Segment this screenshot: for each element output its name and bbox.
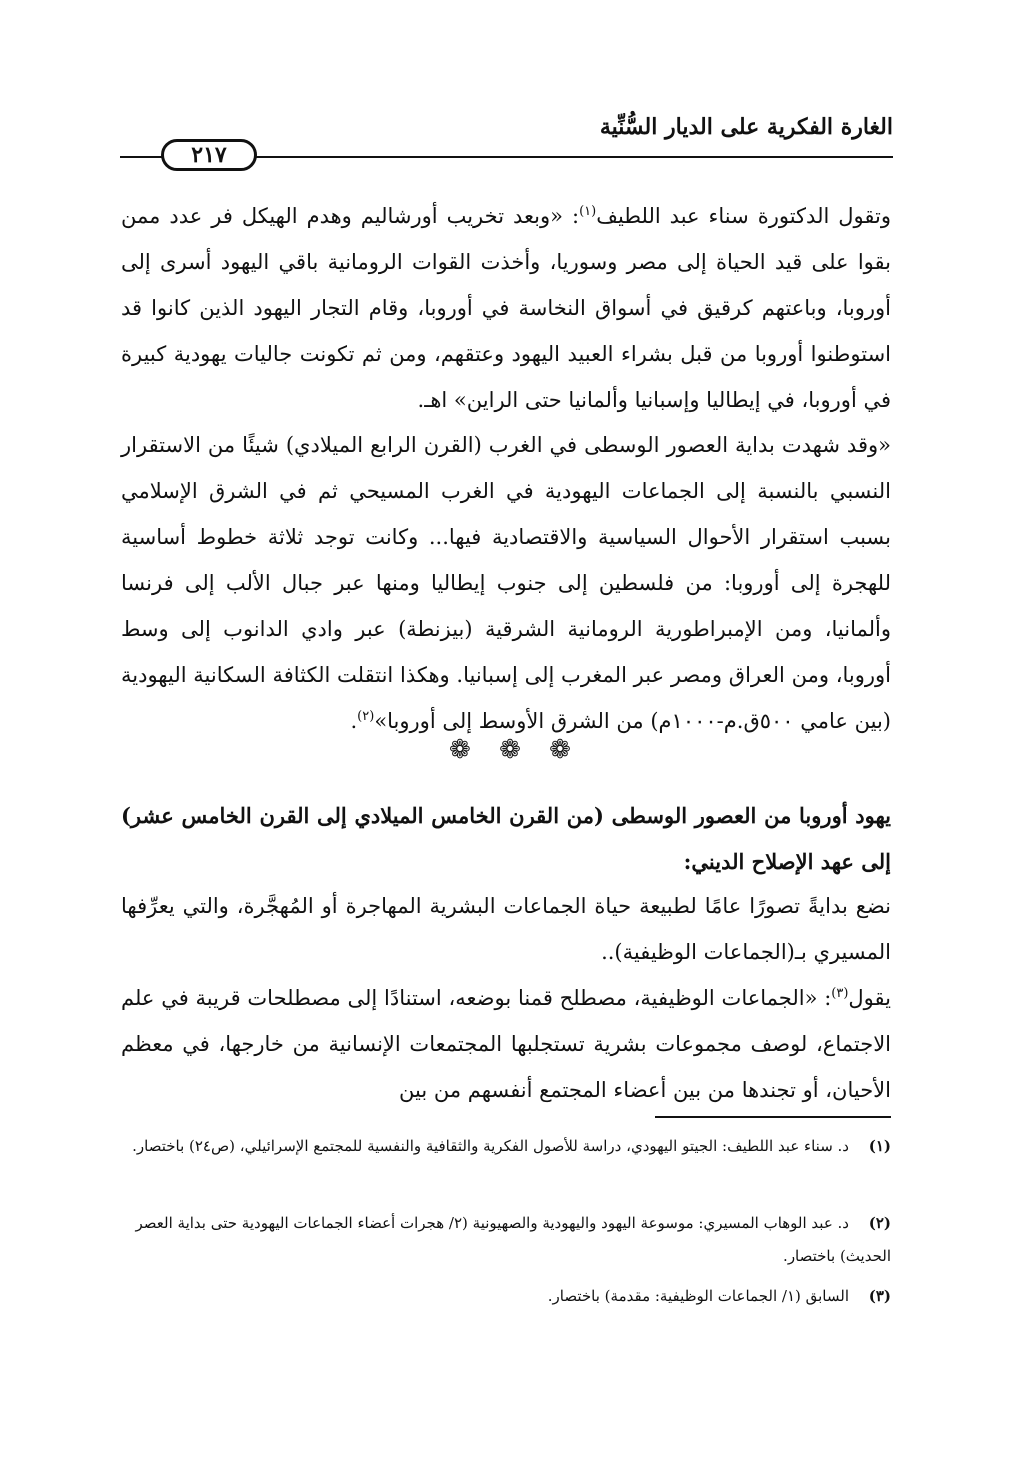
footnote-ref-3[interactable]: (٣)	[831, 986, 849, 1001]
footnote-1-number: (١)	[868, 1137, 891, 1155]
footnote-ref-2[interactable]: (٢)	[357, 709, 375, 724]
footnote-3-number: (٣)	[868, 1287, 891, 1305]
paragraph-4-start: يقول	[848, 986, 891, 1010]
running-header-title: الغارة الفكرية على الديار السُّنِّية	[599, 114, 893, 140]
paragraph-1-rest: : «وبعد تخريب أورشاليم وهدم الهيكل فر عدد ممن بقوا على قيد الحياة إلى مصر وسوريا، وأخذت القوات الرومانية باقي اليهود أسرى إلى أوروبا، وباعتهم كرقيق في أسواق النخاسة في أوروبا، وقام التجار اليهود الذين كانوا قد استوطنوا أوروبا من قبل بشراء العبيد اليهود وعتقهم، ومن ثم تكونت جاليات يهودية كبيرة في أوروبا، في إيطاليا وإسبانيا وألمانيا حتى الراين» اهـ.	[121, 204, 891, 412]
footnote-3	[121, 1280, 891, 1313]
footnote-1-text: د. سناء عبد اللطيف: الجيتو اليهودي، دراسة للأصول الفكرية والثقافية والنفسية للمجتمع الإسرائيلي، (ص٢٤) باختصار.	[132, 1137, 849, 1155]
paragraph-3: نضع بدايةً تصورًا عامًا لطبيعة حياة الجماعات البشرية المهاجرة أو المُهجَّرة، والتي يعرِّفها المسيري بـ(الجماعات الوظيفية)..	[121, 894, 891, 964]
footnote-rule	[655, 1116, 891, 1118]
paragraph-4	[121, 975, 891, 1113]
paragraph-1-start: وتقول الدكتورة سناء عبد اللطيف	[596, 204, 891, 228]
paragraph-2	[121, 422, 891, 744]
section-heading: يهود أوروبا من العصور الوسطى (من القرن الخامس الميلادي إلى القرن الخامس عشر) إلى عهد الإصلاح الديني:	[121, 803, 891, 874]
paragraph-2-end: .	[350, 709, 358, 733]
footnote-2-number: (٢)	[868, 1214, 891, 1232]
footnote-2-text: د. عبد الوهاب المسيري: موسوعة اليهود واليهودية والصهيونية (٢/ هجرات أعضاء الجماعات اليهودية حتى بداية العصر الحديث) باختصار.	[135, 1214, 891, 1265]
section-separator-ornament: ❁ ❁ ❁	[449, 735, 581, 765]
footnote-1	[121, 1130, 891, 1163]
paragraph-4-rest: : «الجماعات الوظيفية، مصطلح قمنا بوضعه، استنادًا إلى مصطلحات قريبة في علم الاجتماع، لوصف مجموعات بشرية تستجلبها المجتمعات الإنسانية من خارجها، في معظم الأحيان، أو تجندها من بين أعضاء المجتمع أنفسهم من بين	[121, 986, 891, 1102]
footnote-ref-1[interactable]: (١)	[579, 204, 597, 219]
page-number-badge: ٢١٧	[161, 139, 257, 171]
footnote-2	[121, 1207, 891, 1273]
paragraph-1	[121, 193, 891, 423]
paragraph-2-text: «وقد شهدت بداية العصور الوسطى في الغرب (القرن الرابع الميلادي) شيئًا من الاستقرار النسبي بالنسبة إلى الجماعات اليهودية في الغرب المسيحي ثم في الشرق الإسلامي بسبب استقرار الأحوال السياسية والاقتصادية فيها... وكانت توجد ثلاثة خطوط أساسية للهجرة إلى أوروبا: من فلسطين إلى جنوب إيطاليا ومنها عبر جبال الألب إلى فرنسا وألمانيا، ومن الإمبراطورية الرومانية الشرقية (بيزنطة) عبر وادي الدانوب إلى وسط أوروبا، ومن العراق ومصر عبر المغرب إلى إسبانيا. وهكذا انتقلت الكثافة السكانية اليهودية (بين عامي ٥٠٠ق.م-١٠٠٠م) من الشرق الأوسط إلى أوروبا»	[121, 433, 891, 733]
footnote-3-text: السابق (١/ الجماعات الوظيفية: مقدمة) باختصار.	[547, 1287, 849, 1305]
